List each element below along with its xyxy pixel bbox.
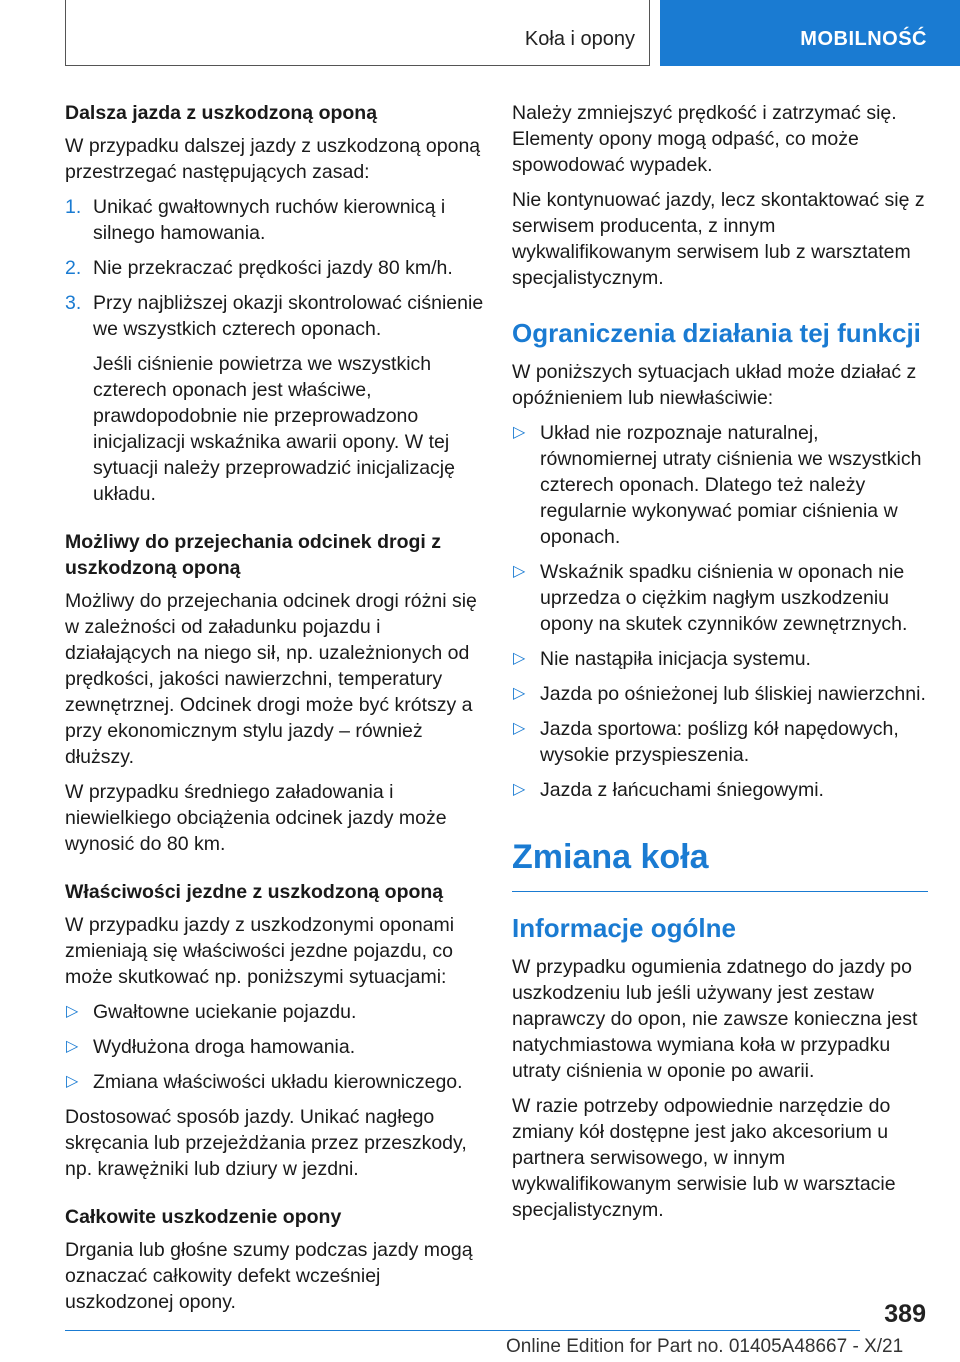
triangle-right-icon: ▷ [513,720,526,737]
numbered-step [65,255,485,281]
footer-divider [65,1330,860,1331]
paragraph-reduce-speed: Należy zmniejszyć prędkość i zatrzymać się. Elementy opony mogą odpaść, co może spowodować wypadek. [512,102,897,176]
step-text: Unikać gwałtownych ruchów kierownicą i silnego hamowania. [93,196,446,244]
bullet-text: Układ nie rozpoznaje naturalnej, równomiernej utraty ciśnienia we wszystkich czterech oponach. Dlatego też należy regularnie wykonywać pomiar ciśnienia w oponach. [540,422,922,548]
paragraph-driving-properties: W przypadku jazdy z uszkodzonymi oponami zmieniają się właściwości jezdne pojazdu, co może skutkować np. poniższymi sytuacjami: [65,914,455,988]
bullet-item [65,1069,485,1095]
heading-general-info: Informacje ogólne [512,913,736,943]
paragraph-continue-driving: W przypadku dalszej jazdy z uszkodzoną oponą przestrzegać następujących zasad: [65,135,481,183]
bullet-text: Jazda sportowa: poślizg kół napędowych, wysokie przyspieszenia. [540,718,899,766]
step-text: Nie przekraczać prędkości jazdy 80 km/h. [93,257,453,279]
bullet-item [512,681,928,707]
paragraph-distance: Możliwy do przejechania odcinek drogi różni się w zależności od załadunku pojazdu i działających na niego sił, np. uzależnionych od prędkości, jakości nawierzchni, temperatury zewnętrznej. Odcinek drogi może być krótszy a przy ekonomicznym stylu jazdy – również dłuższy. [65,590,477,768]
bullet-text: Zmiana właściwości układu kierowniczego. [93,1071,463,1093]
paragraph-limitations: W poniższych sytuacjach układ może działać z opóźnieniem lub niewłaściwie: [512,361,917,409]
paragraph-distance-load: W przypadku średniego załadowania i niewielkiego obciążenia odcinek jazdy może wynosić do 80 km. [65,781,447,855]
bullet-text: Wskaźnik spadku ciśnienia w oponach nie uprzedza o ciężkim nagłym uszkodzeniu opony na skutek czynników zewnętrznych. [540,561,908,635]
heading-wheel-change: Zmiana koła [512,837,928,892]
step-number: 3. [65,292,82,314]
bullet-text: Nie nastąpiła inicjacja systemu. [540,648,811,670]
bullet-item [512,559,928,637]
heading-continue-driving: Dalsza jazda z uszkodzoną oponą [65,102,378,124]
triangle-right-icon: ▷ [66,1038,79,1055]
triangle-right-icon: ▷ [513,563,526,580]
triangle-right-icon: ▷ [66,1003,79,1020]
triangle-right-icon: ▷ [513,650,526,667]
bullet-text: Jazda z łańcuchami śniegowymi. [540,779,824,801]
bullet-item [512,420,928,550]
paragraph-tools: W razie potrzeby odpowiednie narzędzie do zmiany kół dostępne jest jako akcesorium u partnera serwisowego, w innym wykwalifikowanym serwisie lub w warsztacie specjalistycznym. [512,1095,896,1221]
page-number: 389 [884,1300,926,1328]
step-number: 1. [65,196,82,218]
left-column [65,100,485,1324]
numbered-step [65,194,485,246]
numbered-step [65,290,485,342]
chapter-tab[interactable] [660,0,960,66]
step-note: Jeśli ciśnienie powietrza we wszystkich czterech oponach jest właściwe, prawdopodobnie nie przeprowadzono inicjalizacji wskaźnika awarii opony. W tej sytuacji należy przeprowadzić inicjalizację układu. [93,353,455,505]
section-title-box [65,0,650,66]
bullet-item [512,716,928,768]
page-header [0,0,960,66]
bullet-text: Jazda po ośnieżonej lub śliskiej nawierzchni. [540,683,926,705]
bullet-item [512,777,928,803]
footer-edition: Online Edition for Part no. 01405A48667 - X/21 [506,1336,904,1357]
bullet-item [512,646,928,672]
bullet-text: Gwałtowne uciekanie pojazdu. [93,1001,357,1023]
heading-limitations: Ograniczenia działania tej funkcji [512,318,921,348]
paragraph-adjust-driving: Dostosować sposób jazdy. Unikać nagłego skręcania lub przejeżdżania przez przeszkody, np. krawężniki lub dziury w jezdni. [65,1106,467,1180]
bullet-item [65,999,485,1025]
triangle-right-icon: ▷ [513,685,526,702]
section-title: Koła i opony [524,28,635,50]
paragraph-total-damage: Drgania lub głośne szumy podczas jazdy mogą oznaczać całkowity defekt wcześniej uszkodzonej opony. [65,1239,473,1313]
triangle-right-icon: ▷ [513,781,526,798]
triangle-right-icon: ▷ [66,1073,79,1090]
paragraph-general-info: W przypadku ogumienia zdatnego do jazdy po uszkodzeniu lub jeśli używany jest zestaw naprawczy do opon, nie zawsze konieczna jest natychmiastowa wymiana koła w przypadku utraty ciśnienia w oponie po awarii. [512,956,918,1082]
paragraph-contact-service: Nie kontynuować jazdy, lecz skontaktować się z serwisem producenta, z innym wykwalifikowanym serwisem lub z warsztatem specjalistycznym. [512,189,925,289]
heading-driving-properties: Właściwości jezdne z uszkodzoną oponą [65,881,444,903]
bullet-item [65,1034,485,1060]
bullet-text: Wydłużona droga hamowania. [93,1036,356,1058]
heading-distance: Możliwy do przejechania odcinek drogi z uszkodzoną oponą [65,531,441,579]
chapter-label: MOBILNOŚĆ [800,28,927,50]
heading-total-damage: Całkowite uszkodzenie opony [65,1206,342,1228]
right-column [512,100,928,1232]
triangle-right-icon: ▷ [513,424,526,441]
step-text: Przy najbliższej okazji skontrolować ciśnienie we wszystkich czterech oponach. [93,292,484,340]
step-number: 2. [65,257,82,279]
